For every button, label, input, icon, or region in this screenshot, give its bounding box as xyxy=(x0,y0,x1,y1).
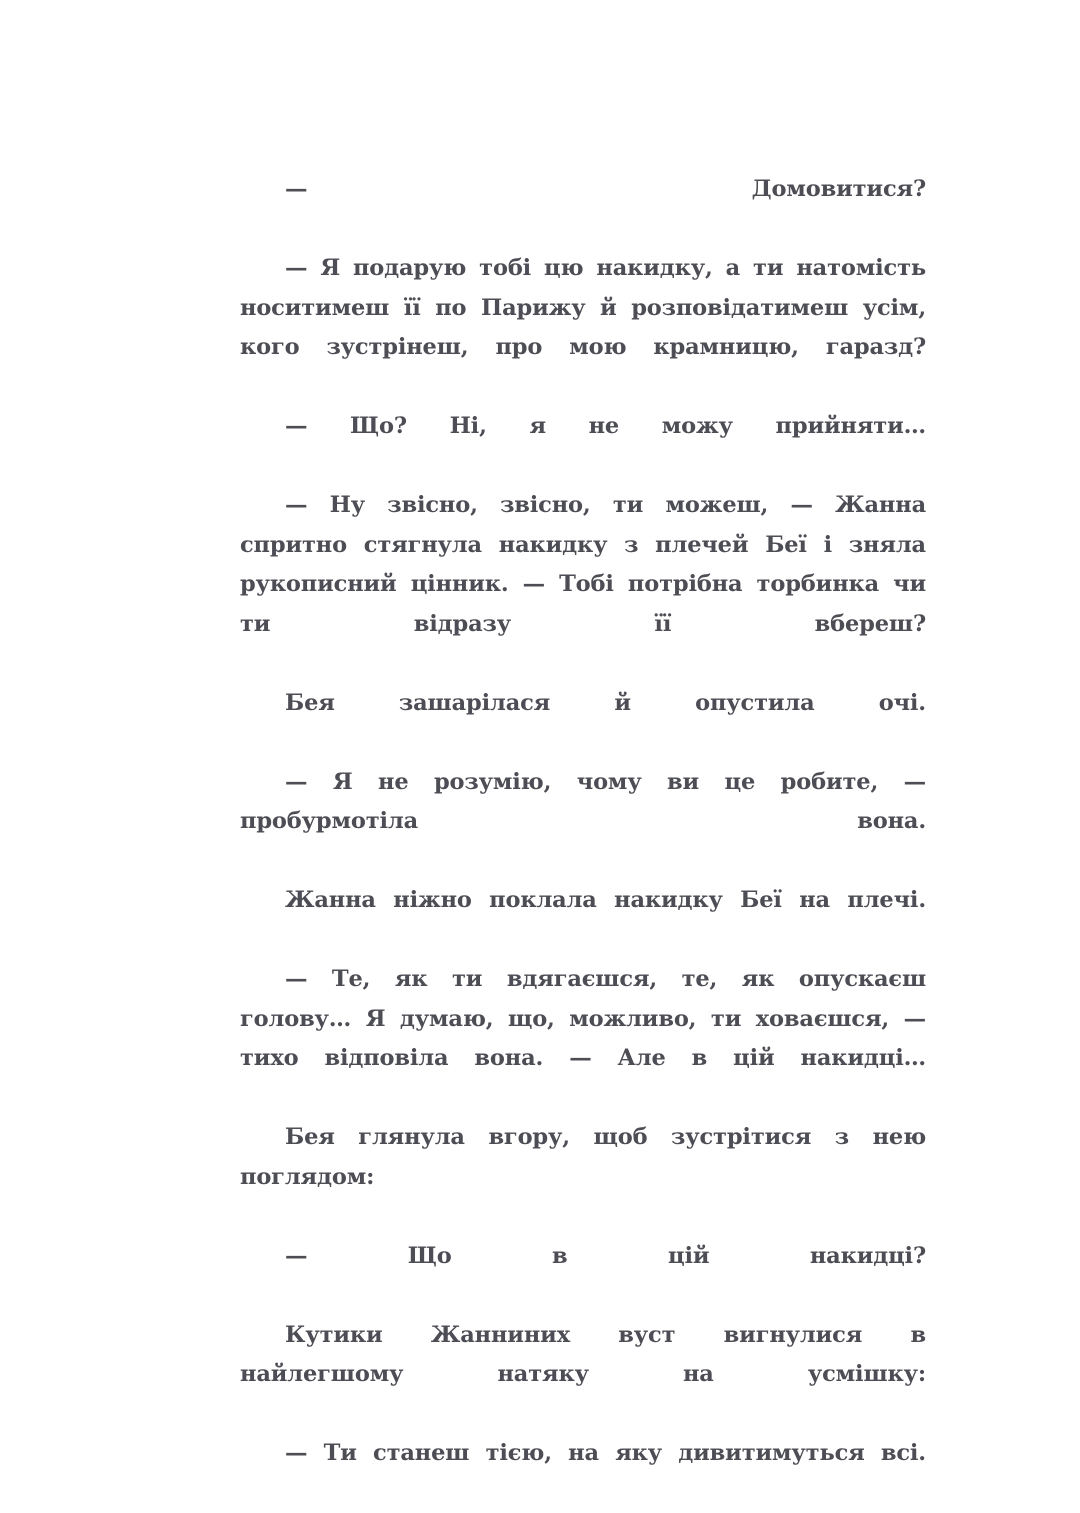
page-body-text xyxy=(240,170,926,1513)
paragraph: — Я подарую тобі цю накидку, а ти натомість носитимеш її по Парижу й розповідатимеш усім, кого зустрінеш, про мою крамницю, гаразд? xyxy=(240,255,926,360)
paragraph: — Що в цій накидці? xyxy=(285,1242,926,1269)
paragraph: — Я не розумію, чому ви це робите, — пробурмотіла вона. xyxy=(240,768,926,834)
paragraph: — Домовитися? xyxy=(285,176,926,202)
paragraph: Жанна ніжно поклала накидку Беї на плечі. xyxy=(285,887,926,913)
paragraph: — Ну звісно, звісно, ти можеш, — Жанна спритно стягнула накидку з плечей Беї і зняла рукописний цінник. — Тобі потрібна торбинка чи ти відразу її вбереш? xyxy=(240,492,926,637)
paragraph: Бея зашарілася й опустила очі. xyxy=(285,689,926,716)
paragraph: — Ти станеш тією, на яку дивитимуться всі. xyxy=(285,1440,926,1466)
paragraph: — Що? Ні, я не можу прийняти… xyxy=(285,413,926,439)
paragraph: — Те, як ти вдягаєшся, те, як опускаєш голову… Я думаю, що, можливо, ти ховаєшся, — тихо відповіла вона. — Але в цій накидці… xyxy=(240,966,926,1071)
paragraph: Бея глянула вгору, щоб зустрітися з нею поглядом: xyxy=(240,1124,926,1190)
paragraph: Кутики Жанниних вуст вигнулися в найлегшому натяку на усмішку: xyxy=(240,1321,926,1387)
